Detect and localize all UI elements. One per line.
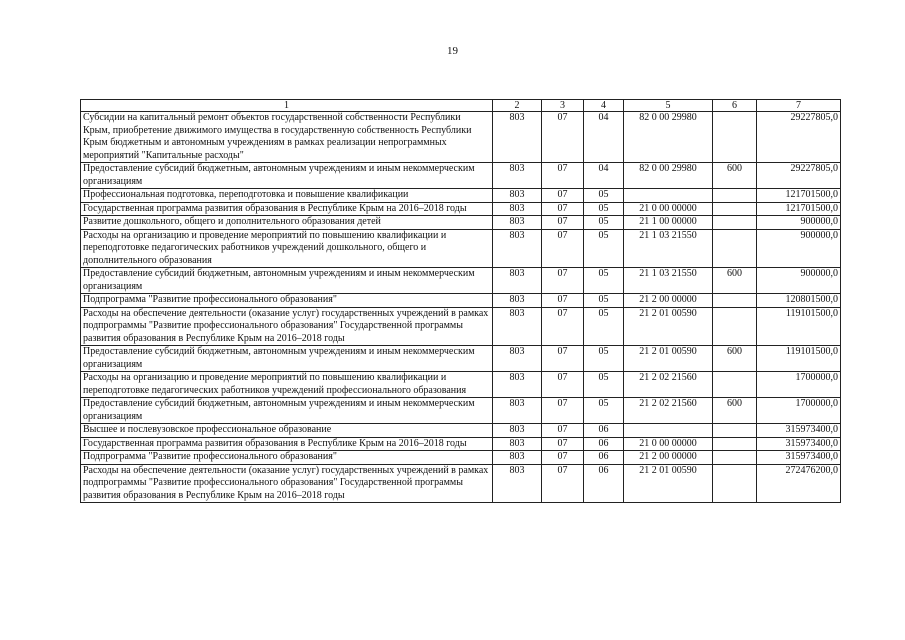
expense-type-cell: 600 (713, 163, 757, 189)
expense-name-cell: Субсидии на капитальный ремонт объектов государственной собственности Республики Крым, приобретение движимого имущества в государственную собственность Республики Крым бюджетным и автономным учреждениям в рамках реализации непрограммных мероприятий "Капитальные расходы" (81, 112, 493, 163)
table-row (81, 424, 841, 438)
table-header (81, 100, 841, 112)
header-col-4: 4 (584, 100, 624, 112)
section-code-cell: 07 (542, 112, 584, 163)
ministry-code-cell: 803 (493, 189, 542, 203)
target-article-cell: 21 2 02 21560 (624, 398, 713, 424)
target-article-cell: 82 0 00 29980 (624, 112, 713, 163)
expense-name-cell: Расходы на организацию и проведение мероприятий по повышению квалификации и переподготовке педагогических работников учреждений профессионального образования (81, 372, 493, 398)
target-article-cell: 21 2 00 00000 (624, 451, 713, 465)
table-row (81, 346, 841, 372)
expense-type-cell: 600 (713, 346, 757, 372)
expense-type-cell (713, 424, 757, 438)
subsection-code-cell: 06 (584, 424, 624, 438)
ministry-code-cell: 803 (493, 346, 542, 372)
subsection-code-cell: 05 (584, 346, 624, 372)
target-article-cell (624, 424, 713, 438)
target-article-cell: 21 2 01 00590 (624, 307, 713, 346)
amount-cell: 29227805,0 (757, 112, 841, 163)
table-row (81, 216, 841, 230)
table-row (81, 451, 841, 465)
expense-name-cell: Высшее и послевузовское профессиональное образование (81, 424, 493, 438)
amount-cell: 315973400,0 (757, 451, 841, 465)
expense-name-cell: Развитие дошкольного, общего и дополнительного образования детей (81, 216, 493, 230)
amount-cell: 119101500,0 (757, 307, 841, 346)
amount-cell: 119101500,0 (757, 346, 841, 372)
header-col-7: 7 (757, 100, 841, 112)
table-row (81, 372, 841, 398)
expense-type-cell (713, 202, 757, 216)
subsection-code-cell: 05 (584, 229, 624, 268)
table-row (81, 229, 841, 268)
expense-type-cell (713, 112, 757, 163)
table-row (81, 464, 841, 503)
ministry-code-cell: 803 (493, 372, 542, 398)
ministry-code-cell: 803 (493, 424, 542, 438)
section-code-cell: 07 (542, 437, 584, 451)
subsection-code-cell: 05 (584, 202, 624, 216)
expense-name-cell: Подпрограмма "Развитие профессионального образования" (81, 294, 493, 308)
expense-name-cell: Расходы на обеспечение деятельности (оказание услуг) государственных учреждений в рамках подпрограммы "Развитие профессионального образования" Государственной программы развития образования в Республике Крым на 2016–2018 годы (81, 307, 493, 346)
expense-type-cell (713, 437, 757, 451)
header-col-5: 5 (624, 100, 713, 112)
expense-type-cell: 600 (713, 398, 757, 424)
expense-name-cell: Расходы на организацию и проведение мероприятий по повышению квалификации и переподготовке педагогических работников учреждений дошкольного, общего и дополнительного образования (81, 229, 493, 268)
section-code-cell: 07 (542, 294, 584, 308)
header-col-2: 2 (493, 100, 542, 112)
table-row (81, 398, 841, 424)
expense-name-cell: Предоставление субсидий бюджетным, автономным учреждениям и иным некоммерческим организациям (81, 268, 493, 294)
amount-cell: 900000,0 (757, 268, 841, 294)
expense-type-cell (713, 372, 757, 398)
target-article-cell: 21 0 00 00000 (624, 437, 713, 451)
subsection-code-cell: 05 (584, 307, 624, 346)
subsection-code-cell: 04 (584, 112, 624, 163)
header-col-6: 6 (713, 100, 757, 112)
section-code-cell: 07 (542, 372, 584, 398)
amount-cell: 29227805,0 (757, 163, 841, 189)
subsection-code-cell: 04 (584, 163, 624, 189)
subsection-code-cell: 05 (584, 268, 624, 294)
expense-type-cell (713, 294, 757, 308)
amount-cell: 120801500,0 (757, 294, 841, 308)
expense-type-cell (713, 189, 757, 203)
section-code-cell: 07 (542, 451, 584, 465)
expense-type-cell: 600 (713, 268, 757, 294)
target-article-cell: 21 0 00 00000 (624, 202, 713, 216)
amount-cell: 315973400,0 (757, 424, 841, 438)
target-article-cell: 21 2 00 00000 (624, 294, 713, 308)
target-article-cell: 21 1 00 00000 (624, 216, 713, 230)
target-article-cell: 21 2 01 00590 (624, 346, 713, 372)
expense-type-cell (713, 464, 757, 503)
table-row (81, 112, 841, 163)
section-code-cell: 07 (542, 464, 584, 503)
subsection-code-cell: 05 (584, 294, 624, 308)
target-article-cell: 21 1 03 21550 (624, 268, 713, 294)
subsection-code-cell: 06 (584, 464, 624, 503)
ministry-code-cell: 803 (493, 294, 542, 308)
ministry-code-cell: 803 (493, 112, 542, 163)
expense-type-cell (713, 216, 757, 230)
amount-cell: 900000,0 (757, 229, 841, 268)
subsection-code-cell: 05 (584, 398, 624, 424)
ministry-code-cell: 803 (493, 202, 542, 216)
expense-name-cell: Предоставление субсидий бюджетным, автономным учреждениям и иным некоммерческим организациям (81, 163, 493, 189)
table-body (81, 112, 841, 503)
section-code-cell: 07 (542, 307, 584, 346)
table-row (81, 189, 841, 203)
amount-cell: 900000,0 (757, 216, 841, 230)
expense-type-cell (713, 451, 757, 465)
target-article-cell (624, 189, 713, 203)
target-article-cell: 21 1 03 21550 (624, 229, 713, 268)
ministry-code-cell: 803 (493, 451, 542, 465)
section-code-cell: 07 (542, 424, 584, 438)
subsection-code-cell: 05 (584, 189, 624, 203)
section-code-cell: 07 (542, 229, 584, 268)
amount-cell: 121701500,0 (757, 202, 841, 216)
ministry-code-cell: 803 (493, 216, 542, 230)
ministry-code-cell: 803 (493, 464, 542, 503)
ministry-code-cell: 803 (493, 437, 542, 451)
section-code-cell: 07 (542, 268, 584, 294)
ministry-code-cell: 803 (493, 398, 542, 424)
table-row (81, 268, 841, 294)
header-col-1: 1 (81, 100, 493, 112)
section-code-cell: 07 (542, 202, 584, 216)
section-code-cell: 07 (542, 216, 584, 230)
section-code-cell: 07 (542, 346, 584, 372)
subsection-code-cell: 06 (584, 437, 624, 451)
amount-cell: 315973400,0 (757, 437, 841, 451)
header-row (81, 100, 841, 112)
expense-name-cell: Расходы на обеспечение деятельности (оказание услуг) государственных учреждений в рамках подпрограммы "Развитие профессионального образования" Государственной программы развития образования в Республике Крым на 2016–2018 годы (81, 464, 493, 503)
section-code-cell: 07 (542, 163, 584, 189)
expense-name-cell: Государственная программа развития образования в Республике Крым на 2016–2018 годы (81, 437, 493, 451)
expense-type-cell (713, 229, 757, 268)
target-article-cell: 21 2 02 21560 (624, 372, 713, 398)
expense-name-cell: Предоставление субсидий бюджетным, автономным учреждениям и иным некоммерческим организациям (81, 346, 493, 372)
section-code-cell: 07 (542, 189, 584, 203)
budget-table (80, 99, 841, 503)
table-row (81, 437, 841, 451)
amount-cell: 1700000,0 (757, 398, 841, 424)
table-row (81, 307, 841, 346)
expense-name-cell: Предоставление субсидий бюджетным, автономным учреждениям и иным некоммерческим организациям (81, 398, 493, 424)
subsection-code-cell: 06 (584, 451, 624, 465)
subsection-code-cell: 05 (584, 372, 624, 398)
page-number: 19 (447, 45, 458, 57)
ministry-code-cell: 803 (493, 268, 542, 294)
header-col-3: 3 (542, 100, 584, 112)
table-row (81, 202, 841, 216)
ministry-code-cell: 803 (493, 229, 542, 268)
table-row (81, 163, 841, 189)
subsection-code-cell: 05 (584, 216, 624, 230)
expense-name-cell: Государственная программа развития образования в Республике Крым на 2016–2018 годы (81, 202, 493, 216)
section-code-cell: 07 (542, 398, 584, 424)
target-article-cell: 21 2 01 00590 (624, 464, 713, 503)
ministry-code-cell: 803 (493, 307, 542, 346)
amount-cell: 121701500,0 (757, 189, 841, 203)
amount-cell: 272476200,0 (757, 464, 841, 503)
expense-name-cell: Профессиональная подготовка, переподготовка и повышение квалификации (81, 189, 493, 203)
ministry-code-cell: 803 (493, 163, 542, 189)
expense-name-cell: Подпрограмма "Развитие профессионального образования" (81, 451, 493, 465)
target-article-cell: 82 0 00 29980 (624, 163, 713, 189)
amount-cell: 1700000,0 (757, 372, 841, 398)
table-row (81, 294, 841, 308)
expense-type-cell (713, 307, 757, 346)
